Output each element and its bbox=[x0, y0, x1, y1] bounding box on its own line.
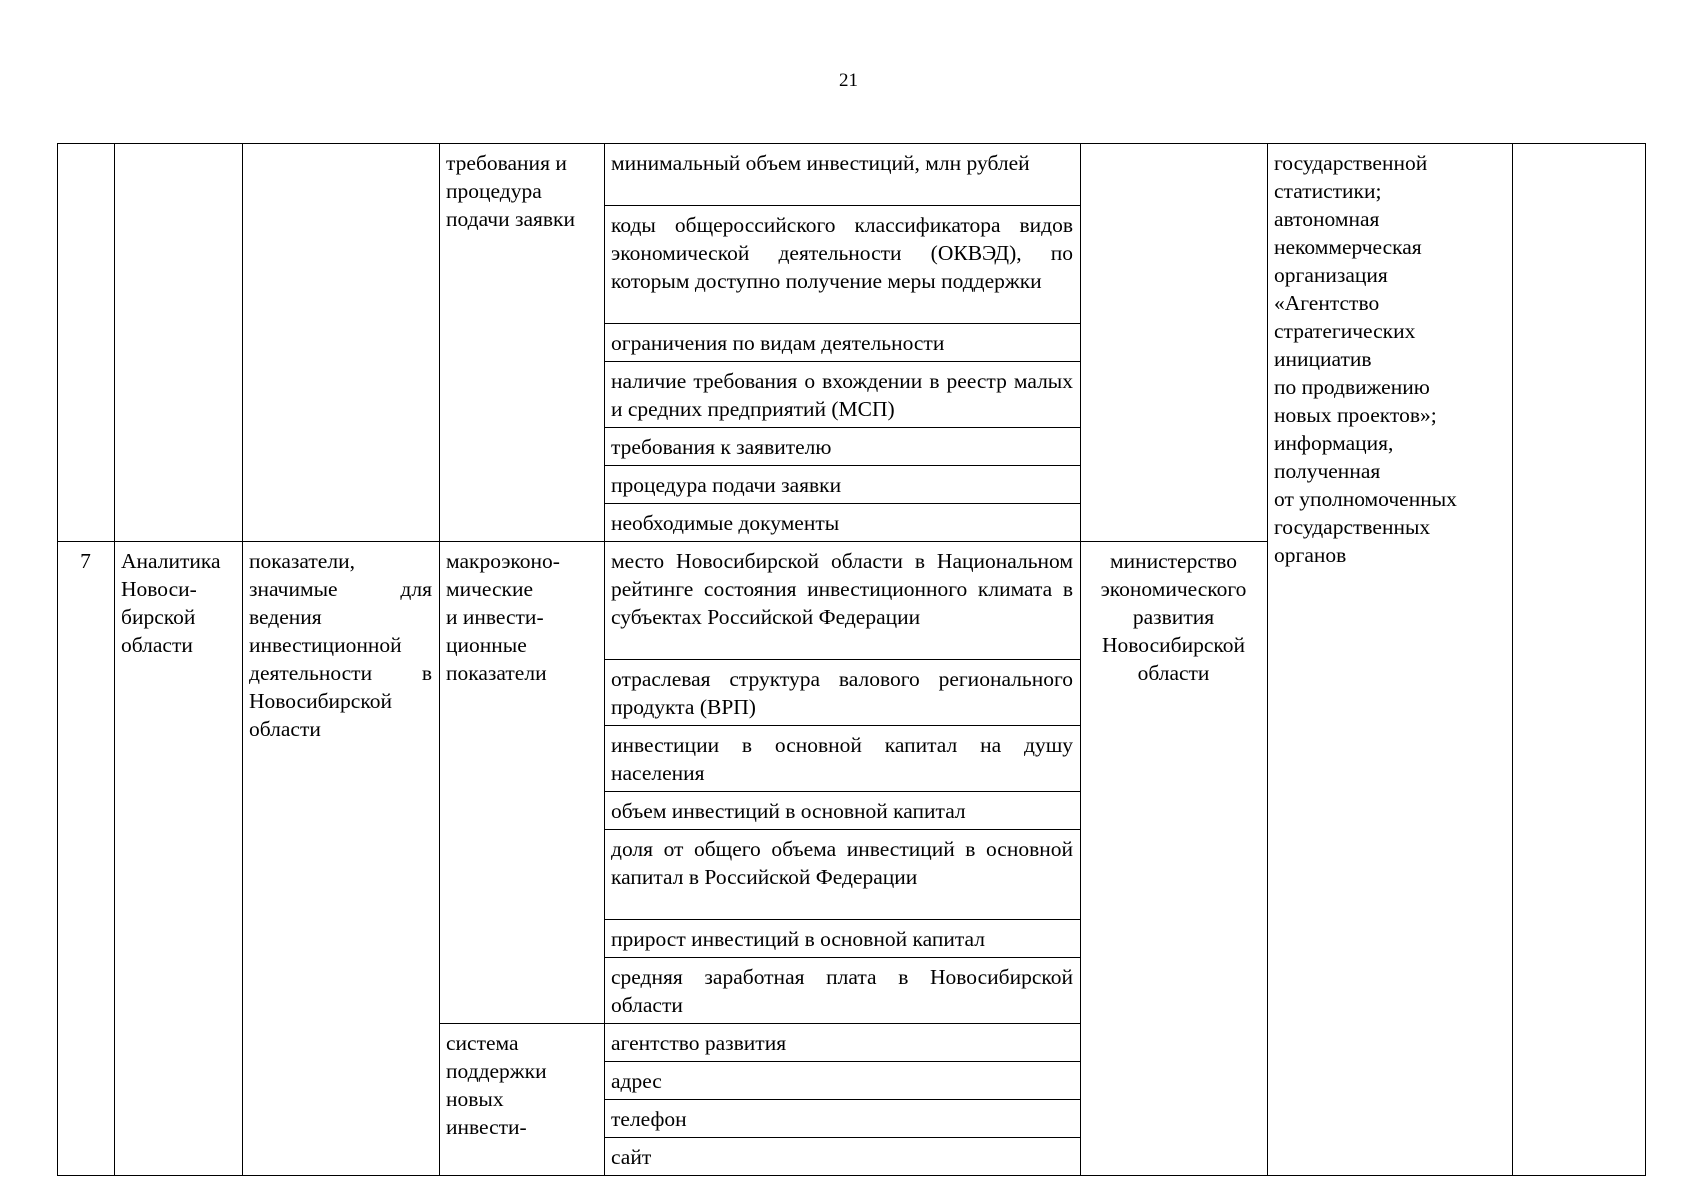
source-line: государственных bbox=[1274, 515, 1431, 539]
cell-last bbox=[1513, 144, 1646, 1176]
subgroup-line: новых bbox=[446, 1087, 504, 1111]
subgroup-line: мические bbox=[446, 577, 534, 601]
cell-item: объем инвестиций в основной капитал bbox=[605, 792, 1081, 830]
subgroup-line: система bbox=[446, 1031, 519, 1055]
cell-item: наличие требования о вхождении в реестр малых и средних предприятий (МСП) bbox=[605, 362, 1081, 428]
section-line: области bbox=[121, 633, 193, 657]
subgroup-line: показатели bbox=[446, 661, 547, 685]
cell-section bbox=[115, 542, 243, 1176]
subgroup-line: инвести- bbox=[446, 1115, 527, 1139]
cell-item: адрес bbox=[605, 1062, 1081, 1100]
cell-item: ограничения по видам деятельности bbox=[605, 324, 1081, 362]
source-line: стратегических bbox=[1274, 319, 1416, 343]
cell-item: место Новосибирской области в Национальном рейтинге состояния инвестиционного климата в субъектах Российской Федерации bbox=[605, 542, 1081, 660]
source-line: органов bbox=[1274, 543, 1347, 567]
source-line: некоммерческая bbox=[1274, 235, 1422, 259]
cell-item: минимальный объем инвестиций, млн рублей bbox=[605, 144, 1081, 206]
subgroup-line: ционные bbox=[446, 633, 527, 657]
cell-description-prev bbox=[243, 144, 440, 542]
source-line: от уполномоченных bbox=[1274, 487, 1457, 511]
section-line: бирской bbox=[121, 605, 196, 629]
subgroup-line: макроэконо- bbox=[446, 549, 560, 573]
source-line: государственной bbox=[1274, 151, 1428, 175]
cell-item: требования к заявителю bbox=[605, 428, 1081, 466]
data-table bbox=[57, 143, 1646, 1176]
cell-subgroup-support bbox=[440, 1024, 605, 1176]
cell-responsible-prev bbox=[1081, 144, 1268, 542]
cell-item: необходимые документы bbox=[605, 504, 1081, 542]
cell-item: коды общероссийского классификатора видов экономической деятельности (ОКВЭД), по которым доступно получение меры поддержки bbox=[605, 206, 1081, 324]
cell-subgroup-macro bbox=[440, 542, 605, 1024]
source-line: полученная bbox=[1274, 459, 1381, 483]
source-line: организация bbox=[1274, 263, 1388, 287]
section-line: Аналитика bbox=[121, 549, 221, 573]
source-line: автономная bbox=[1274, 207, 1380, 231]
cell-description: показатели, значимые для ведения инвестиционной деятельности в Новосибирской области bbox=[243, 542, 440, 1176]
cell-responsible: министерство экономического развития Новосибирской области bbox=[1081, 542, 1268, 1176]
cell-item: процедура подачи заявки bbox=[605, 466, 1081, 504]
source-line: по продвижению bbox=[1274, 375, 1430, 399]
cell-row-number: 7 bbox=[58, 542, 115, 1176]
cell-subgroup-requirements: требования и процедура подачи заявки bbox=[440, 144, 605, 542]
subgroup-line: поддержки bbox=[446, 1059, 547, 1083]
source-line: информация, bbox=[1274, 431, 1394, 455]
source-line: инициатив bbox=[1274, 347, 1372, 371]
cell-number-prev bbox=[58, 144, 115, 542]
source-line: статистики; bbox=[1274, 179, 1382, 203]
subgroup-line: и инвести- bbox=[446, 605, 544, 629]
cell-section-prev bbox=[115, 144, 243, 542]
cell-source bbox=[1268, 144, 1513, 1176]
cell-item: отраслевая структура валового регионального продукта (ВРП) bbox=[605, 660, 1081, 726]
cell-item: прирост инвестиций в основной капитал bbox=[605, 920, 1081, 958]
page-number: 21 bbox=[839, 70, 858, 91]
cell-item: агентство развития bbox=[605, 1024, 1081, 1062]
source-line: «Агентство bbox=[1274, 291, 1380, 315]
cell-item: инвестиции в основной капитал на душу населения bbox=[605, 726, 1081, 792]
cell-item: средняя заработная плата в Новосибирской области bbox=[605, 958, 1081, 1024]
source-line: новых проектов»; bbox=[1274, 403, 1437, 427]
section-line: Новоси- bbox=[121, 577, 197, 601]
cell-item: телефон bbox=[605, 1100, 1081, 1138]
cell-item: доля от общего объема инвестиций в основной капитал в Российской Федерации bbox=[605, 830, 1081, 920]
cell-item: сайт bbox=[605, 1138, 1081, 1176]
